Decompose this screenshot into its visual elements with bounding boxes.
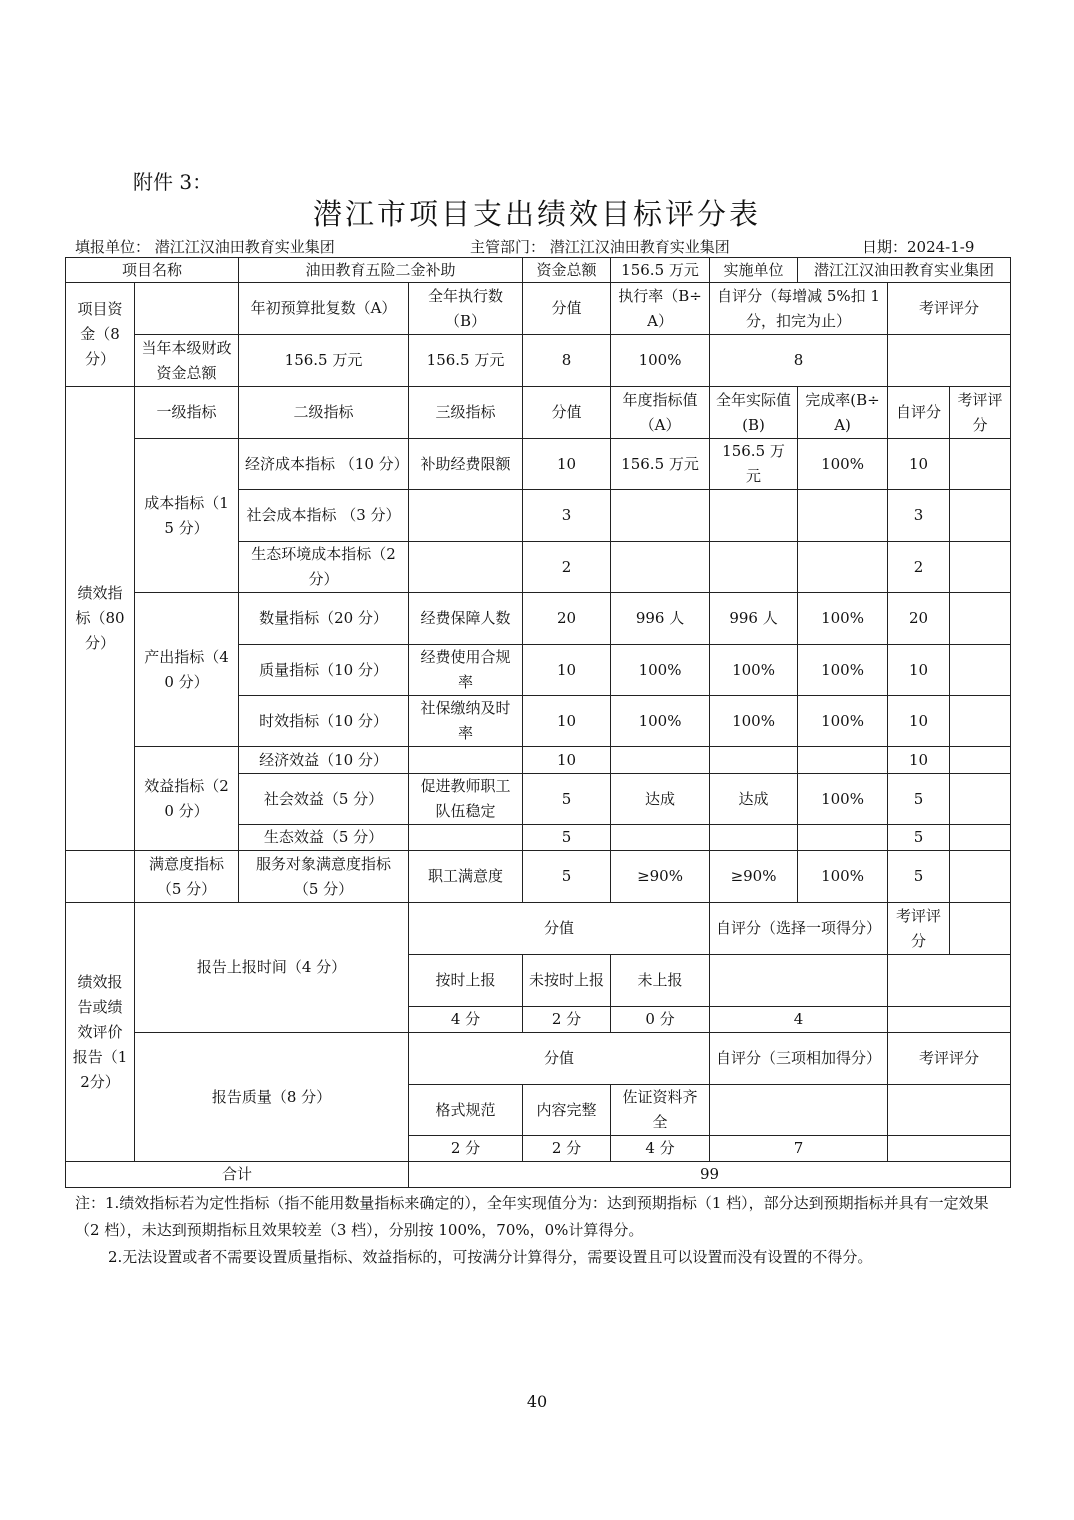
- table-cell: 100%: [611, 645, 710, 696]
- project-name: 油田教育五险二金补助: [239, 258, 523, 283]
- table-cell: 经费保障人数: [409, 593, 523, 645]
- table-cell: 4 分: [611, 1136, 710, 1162]
- table-cell: 2 分: [409, 1136, 523, 1162]
- table-cell: 分值: [409, 1033, 710, 1085]
- table-cell: 156.5 万元: [409, 335, 523, 387]
- table-cell: 100%: [710, 696, 798, 747]
- table-cell: [950, 542, 1011, 593]
- table-cell: 职工满意度: [409, 851, 523, 903]
- project-name-label: 项目名称: [66, 258, 239, 283]
- table-cell: 3: [888, 490, 950, 542]
- table-cell: 996 人: [611, 593, 710, 645]
- impl-unit-label: 实施单位: [710, 258, 798, 283]
- table-cell: 年初预算批复数（A）: [239, 283, 409, 335]
- table-cell: [950, 593, 1011, 645]
- note-1: 注：1.绩效指标若为定性指标（指不能用数量指标来确定的），全年实现值分为：达到预期指标（1 档），部分达到预期指标并具有一定效果（2 档），未达到预期指标且效果较差（3 档），分别按 100%，70%，0%计算得分。: [75, 1194, 989, 1239]
- table-cell: [710, 542, 798, 593]
- table-cell: 5: [523, 851, 611, 903]
- table-cell: [950, 747, 1011, 774]
- table-cell: 考评评分: [950, 387, 1011, 439]
- table-row: [66, 1033, 1011, 1085]
- table-cell: 20: [888, 593, 950, 645]
- page-title: 潜江市项目支出绩效目标评分表: [312, 197, 761, 231]
- table-row: [66, 335, 1011, 387]
- funds-section-label: 项目资金（8分）: [66, 283, 135, 387]
- table-row: [66, 903, 1011, 955]
- group-label: 成本指标（15 分）: [135, 439, 239, 593]
- table-cell: 分值: [523, 387, 611, 439]
- table-cell: 年度指标值（A）: [611, 387, 710, 439]
- table-cell: [888, 335, 1011, 387]
- table-cell: 分值: [523, 283, 611, 335]
- table-cell: 3: [523, 490, 611, 542]
- report-timing-label: 报告上报时间（4 分）: [135, 903, 409, 1033]
- table-row: [66, 1162, 1011, 1188]
- table-cell: 执行率（B÷A）: [611, 283, 710, 335]
- table-cell: [950, 851, 1011, 903]
- table-cell: 2 分: [523, 1007, 611, 1033]
- table-cell: 5: [888, 851, 950, 903]
- report-date: 日期：2024-1-9: [862, 238, 975, 256]
- table-cell: 时效指标（10 分）: [239, 696, 409, 747]
- table-row: [66, 387, 1011, 439]
- table-cell: 社会效益（5 分）: [239, 774, 409, 825]
- table-cell: 质量指标（10 分）: [239, 645, 409, 696]
- table-cell: 社保缴纳及时率: [409, 696, 523, 747]
- table-cell: 10: [888, 439, 950, 490]
- table-cell: 100%: [798, 439, 888, 490]
- table-cell: 自评分（三项相加得分）: [710, 1033, 888, 1085]
- table-cell: 5: [523, 825, 611, 851]
- table-cell: ≥90%: [611, 851, 710, 903]
- table-cell: [950, 825, 1011, 851]
- table-cell: 生态效益（5 分）: [239, 825, 409, 851]
- table-row: [66, 851, 1011, 903]
- table-cell: 二级指标: [239, 387, 409, 439]
- table-cell: 10: [523, 747, 611, 774]
- table-cell: 10: [523, 439, 611, 490]
- table-cell: [710, 490, 798, 542]
- table-cell: 156.5 万元: [611, 439, 710, 490]
- fill-unit: 填报单位： 潜江江汉油田教育实业集团: [75, 238, 335, 256]
- table-cell: 未按时上报: [523, 955, 611, 1007]
- table-cell: 分值: [409, 903, 710, 955]
- table-cell: 5: [888, 825, 950, 851]
- table-cell: 10: [888, 747, 950, 774]
- table-row: [66, 283, 1011, 335]
- table-cell: [950, 439, 1011, 490]
- table-cell: [611, 490, 710, 542]
- table-cell: 达成: [710, 774, 798, 825]
- table-cell: [409, 490, 523, 542]
- table-cell: 完成率(B÷A): [798, 387, 888, 439]
- table-cell: ≥90%: [710, 851, 798, 903]
- total-label: 合计: [66, 1162, 409, 1188]
- table-cell: [611, 747, 710, 774]
- table-cell: 当年本级财政资金总额: [135, 335, 239, 387]
- table-cell: 按时上报: [409, 955, 523, 1007]
- table-cell: 10: [888, 645, 950, 696]
- table-cell: 100%: [710, 645, 798, 696]
- table-row: [66, 747, 1011, 774]
- table-cell: 100%: [798, 696, 888, 747]
- table-cell: 100%: [798, 645, 888, 696]
- table-cell: 社会成本指标 （3 分）: [239, 490, 409, 542]
- table-cell: 7: [710, 1136, 888, 1162]
- table-cell: 8: [523, 335, 611, 387]
- table-cell: 10: [523, 645, 611, 696]
- table-cell: [710, 747, 798, 774]
- group-label: 产出指标（40 分）: [135, 593, 239, 747]
- table-cell: 8: [710, 335, 888, 387]
- table-cell: 2: [888, 542, 950, 593]
- attachment-label: 附件 3：: [133, 170, 213, 194]
- table-cell: 2 分: [523, 1136, 611, 1162]
- table-cell: 4: [710, 1007, 888, 1033]
- table-cell: 100%: [798, 593, 888, 645]
- table-cell: 数量指标（20 分）: [239, 593, 409, 645]
- table-cell: 0 分: [611, 1007, 710, 1033]
- table-row: [66, 258, 1011, 283]
- table-cell: 生态环境成本指标（2 分）: [239, 542, 409, 593]
- report-quality-label: 报告质量（8 分）: [135, 1033, 409, 1162]
- table-cell: [409, 825, 523, 851]
- table-cell: [798, 490, 888, 542]
- supervising-dept: 主管部门： 潜江江汉油田教育实业集团: [470, 238, 730, 256]
- table-cell: 全年执行数（B）: [409, 283, 523, 335]
- table-cell: 100%: [798, 851, 888, 903]
- table-cell: [950, 696, 1011, 747]
- note-2: 2.无法设置或者不需要设置质量指标、效益指标的，可按满分计算得分，需要设置且可以设置而没有设置的不得分。: [108, 1248, 873, 1266]
- table-row: [66, 439, 1011, 490]
- table-cell: 自评分（选择一项得分）: [710, 903, 888, 955]
- table-cell: 10: [888, 696, 950, 747]
- table-cell: 10: [523, 696, 611, 747]
- table-cell: 未上报: [611, 955, 710, 1007]
- table-cell: [409, 747, 523, 774]
- table-cell: 三级指标: [409, 387, 523, 439]
- table-cell: 服务对象满意度指标（5 分）: [239, 851, 409, 903]
- table-cell: 5: [523, 774, 611, 825]
- table-cell: 考评评分: [888, 903, 950, 955]
- group-label: 满意度指标（5 分）: [135, 851, 239, 903]
- table-cell: 全年实际值(B): [710, 387, 798, 439]
- table-cell: [950, 774, 1011, 825]
- group-label: 效益指标（20 分）: [135, 747, 239, 851]
- table-cell: 促进教师职工队伍稳定: [409, 774, 523, 825]
- table-cell: 自评分: [888, 387, 950, 439]
- table-cell: [798, 747, 888, 774]
- table-cell: [798, 825, 888, 851]
- table-row: [66, 593, 1011, 645]
- table-cell: 4 分: [409, 1007, 523, 1033]
- total-value: 99: [409, 1162, 1011, 1188]
- table-cell: 补助经费限额: [409, 439, 523, 490]
- table-cell: 一级指标: [135, 387, 239, 439]
- impl-unit: 潜江江汉油田教育实业集团: [798, 258, 1011, 283]
- table-cell: [409, 542, 523, 593]
- table-cell: 经济效益（10 分）: [239, 747, 409, 774]
- table-cell: 156.5 万元: [710, 439, 798, 490]
- table-cell: 156.5 万元: [239, 335, 409, 387]
- table-cell: 20: [523, 593, 611, 645]
- table-cell: 100%: [798, 774, 888, 825]
- table-cell: [798, 542, 888, 593]
- table-cell: 佐证资料齐全: [611, 1085, 710, 1136]
- report-section-label: 绩效报告或绩效评价报告（12分）: [66, 903, 135, 1162]
- table-cell: 达成: [611, 774, 710, 825]
- table-cell: 2: [523, 542, 611, 593]
- table-cell: [950, 645, 1011, 696]
- table-cell: [710, 825, 798, 851]
- total-funds: 156.5 万元: [611, 258, 710, 283]
- table-cell: [950, 490, 1011, 542]
- page-number: 40: [526, 1392, 548, 1411]
- table-cell: 5: [888, 774, 950, 825]
- table-cell: 自评分（每增减 5%扣 1 分，扣完为止）: [710, 283, 888, 335]
- score-table: [65, 257, 1011, 1188]
- table-cell: 内容完整: [523, 1085, 611, 1136]
- table-cell: [611, 542, 710, 593]
- table-cell: 经费使用合规率: [409, 645, 523, 696]
- table-cell: 经济成本指标 （10 分）: [239, 439, 409, 490]
- total-funds-label: 资金总额: [523, 258, 611, 283]
- table-cell: 考评评分: [888, 283, 1011, 335]
- table-cell: 996 人: [710, 593, 798, 645]
- notes: [75, 1190, 1005, 1271]
- table-cell: 100%: [611, 696, 710, 747]
- table-cell: 考评评分: [888, 1033, 1011, 1085]
- table-cell: 格式规范: [409, 1085, 523, 1136]
- perf-section-label: 绩效指标（80分）: [66, 387, 135, 851]
- table-cell: [611, 825, 710, 851]
- table-cell: 100%: [611, 335, 710, 387]
